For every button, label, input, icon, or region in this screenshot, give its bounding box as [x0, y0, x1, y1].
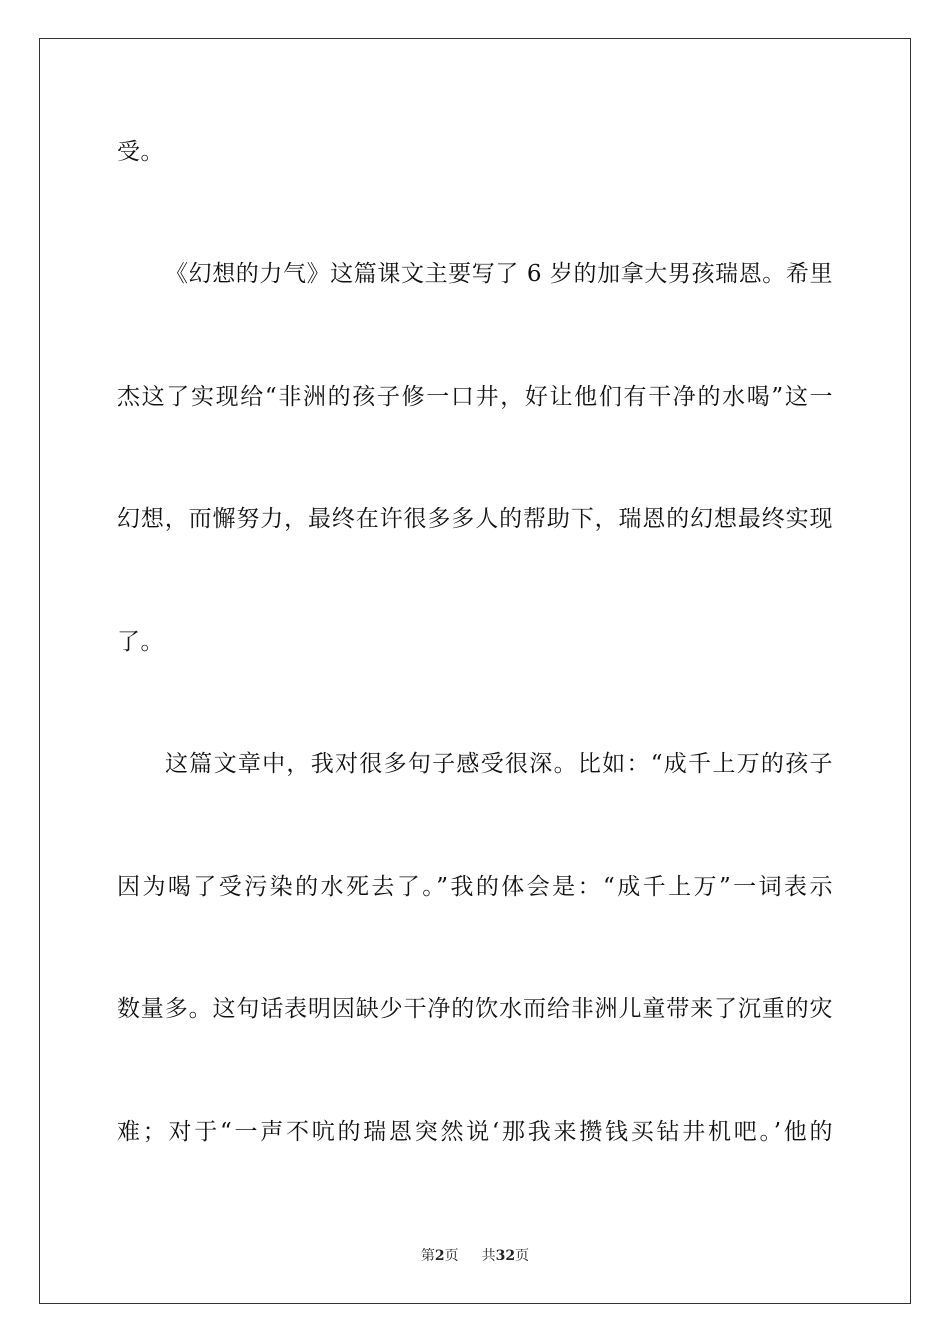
total-suffix: 页	[515, 1248, 530, 1264]
page-prefix: 第	[420, 1248, 435, 1264]
total-pages-number: 32	[495, 1248, 516, 1264]
paragraph-3-line-2: 因为喝了受污染的水死去了。”我的体会是：“成千上万”一词表示	[117, 874, 833, 900]
page-border	[39, 38, 911, 1304]
total-pages-indicator	[482, 1246, 529, 1266]
page-suffix: 页	[444, 1248, 459, 1264]
paragraph-2-line-2: 杰这了实现给“非洲的孩子修一口井，好让他们有干净的水喝”这一	[117, 384, 833, 410]
paragraph-2-line-3: 幻想，而懈努力，最终在许很多多人的帮助下，瑞恩的幻想最终实现	[117, 506, 833, 532]
paragraph-2-line-4: 了。	[117, 629, 164, 655]
paragraph-3-line-3: 数量多。这句话表明因缺少干净的饮水而给非洲儿童带来了沉重的灾	[117, 996, 833, 1022]
page-number: 2	[434, 1248, 445, 1264]
paragraph-3-line-1: 这篇文章中，我对很多句子感受很深。比如：“成千上万的孩子	[165, 751, 833, 777]
total-prefix: 共	[481, 1248, 496, 1264]
text-line-1: 受。	[117, 139, 164, 165]
page-indicator	[421, 1246, 459, 1266]
paragraph-3-line-4: 难；对于“一声不吭的瑞恩突然说‘那我来攒钱买钻井机吧。’他的	[117, 1119, 833, 1145]
paragraph-2-line-1: 《幻想的力气》这篇课文主要写了 6 岁的加拿大男孩瑞恩。希里	[165, 261, 833, 287]
page-footer	[0, 1246, 950, 1266]
